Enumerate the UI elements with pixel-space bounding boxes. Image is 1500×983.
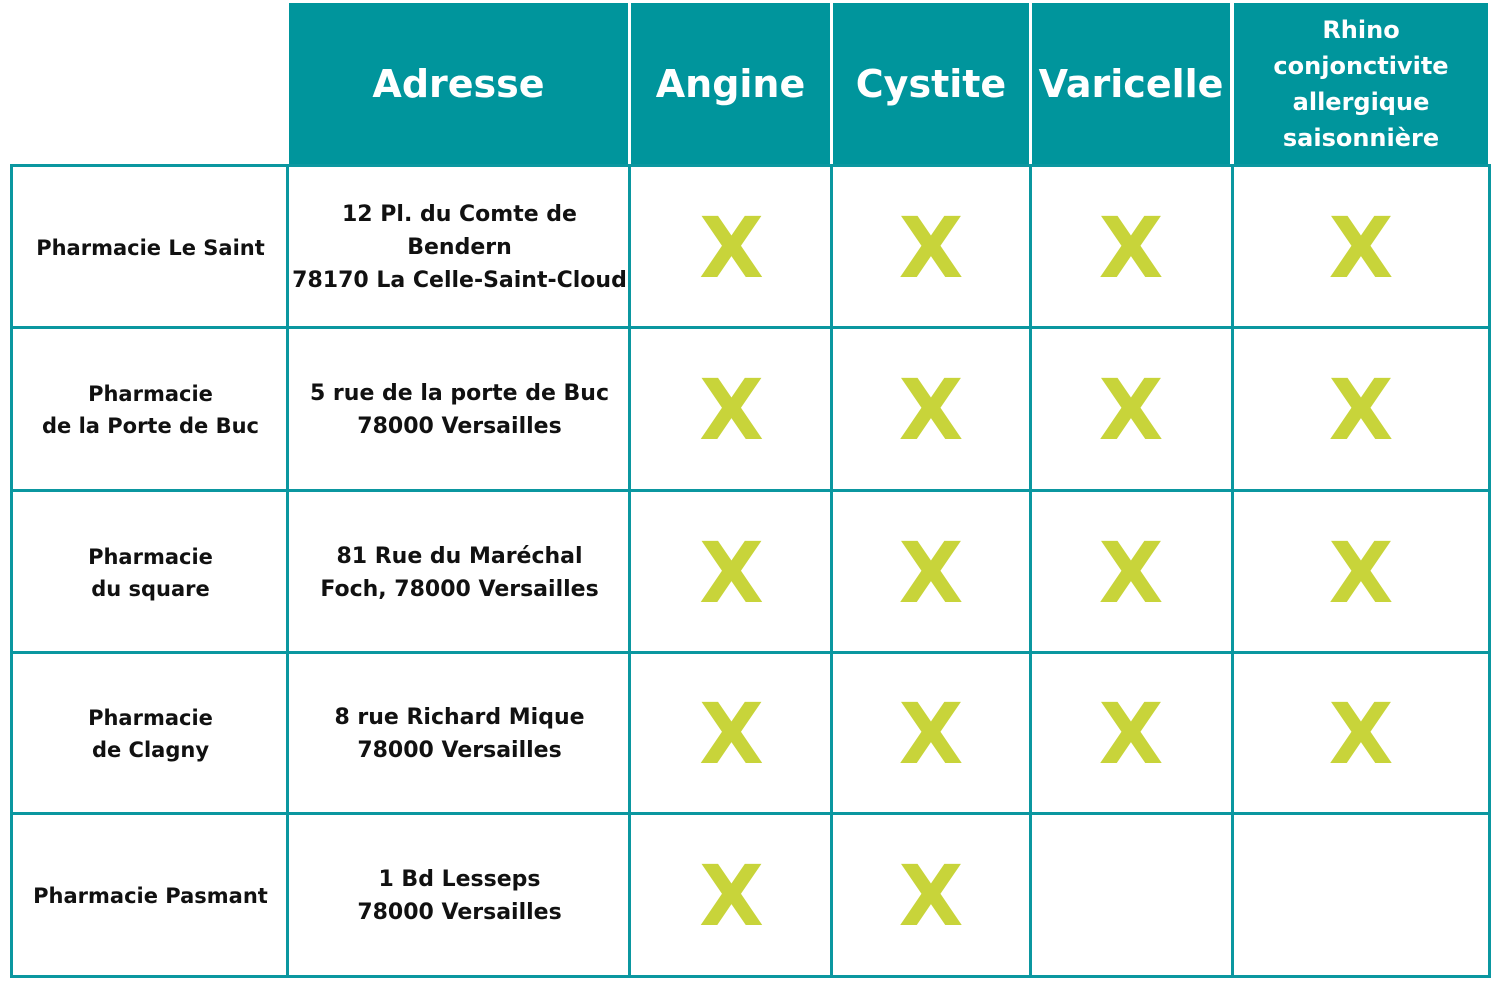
pharmacy-name: Pharmacie de Clagny — [88, 706, 213, 762]
header-varicelle: Varicelle — [1032, 3, 1230, 165]
grid-line — [1488, 165, 1491, 978]
grid-line — [10, 489, 1491, 492]
check-mark-cystite: X — [898, 360, 964, 459]
grid-line — [628, 165, 631, 978]
check-mark-angine: X — [699, 846, 764, 945]
header-adresse: Adresse — [289, 3, 628, 165]
pharmacy-name: Pharmacie de la Porte de Buc — [41, 381, 260, 438]
check-mark-cystite: X — [898, 846, 964, 945]
check-mark-angine: X — [699, 198, 764, 297]
pharmacy-address: 81 Rue du Maréchal Foch, 78000 Versailles — [320, 543, 599, 602]
pharmacy-address: 5 rue de la porte de Buc 78000 Versailles — [309, 380, 610, 439]
check-mark-cystite: X — [898, 685, 964, 783]
check-mark-rhino: X — [1328, 685, 1394, 783]
pharmacy-address: 1 Bd Lesseps 78000 Versailles — [357, 866, 562, 925]
check-mark-rhino: X — [1328, 523, 1394, 622]
pharmacy-name: Pharmacie Le Saint — [36, 235, 265, 260]
pharmacy-name: Pharmacie du square — [88, 544, 213, 601]
check-mark-cystite: X — [898, 523, 964, 622]
check-mark-cystite: X — [898, 198, 964, 297]
pharmacy-name: Pharmacie Pasmant — [33, 883, 268, 908]
check-mark-varicelle: X — [1098, 198, 1164, 297]
header-angine: Angine — [631, 3, 830, 165]
check-mark-varicelle — [1032, 816, 1230, 975]
check-mark-rhino: X — [1328, 198, 1394, 297]
check-mark-varicelle: X — [1098, 685, 1164, 783]
pharmacy-address: 12 Pl. du Comte de Bendern 78170 La Celle-Saint-Cloud — [292, 202, 627, 293]
grid-line — [10, 975, 1491, 978]
check-mark-angine: X — [699, 685, 764, 783]
check-mark-angine: X — [699, 523, 764, 622]
header-rhino: Rhino conjonctivite allergique saisonnière — [1234, 3, 1488, 165]
check-mark-varicelle: X — [1098, 360, 1164, 459]
check-mark-angine: X — [699, 360, 764, 459]
header-cystite: Cystite — [833, 3, 1029, 165]
check-mark-rhino — [1234, 816, 1488, 975]
check-mark-varicelle: X — [1098, 523, 1164, 622]
pharmacy-address: 8 rue Richard Mique 78000 Versailles — [334, 705, 585, 763]
check-mark-rhino: X — [1328, 360, 1394, 459]
grid-line — [10, 164, 1491, 167]
